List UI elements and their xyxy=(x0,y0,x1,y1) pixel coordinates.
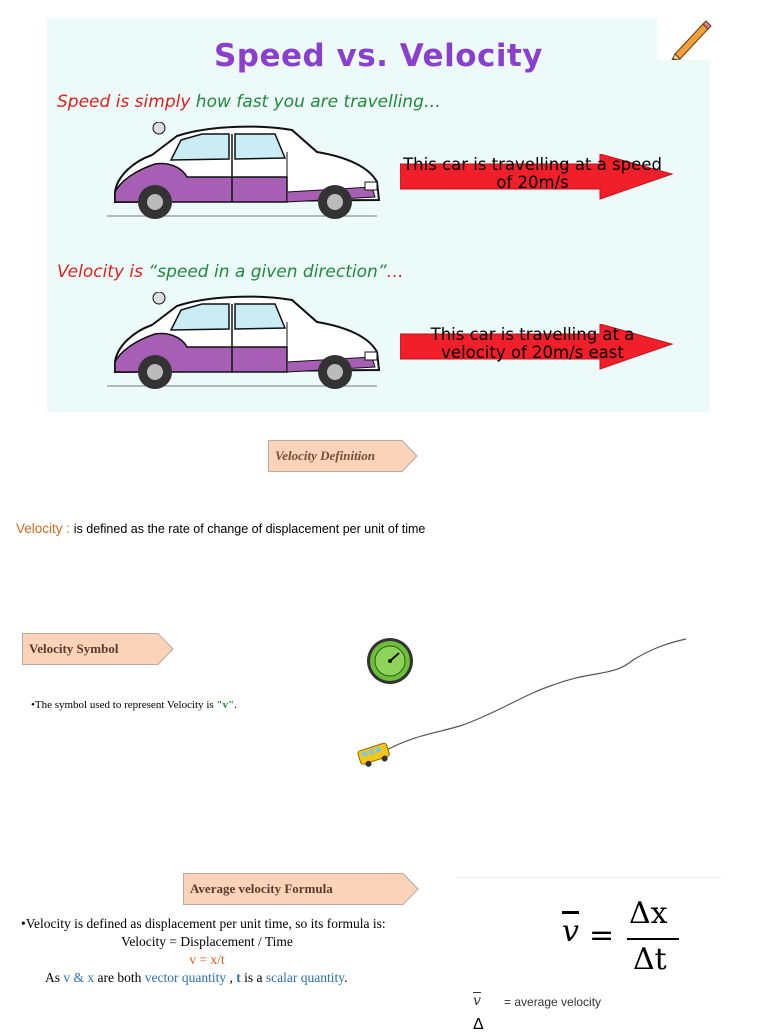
legend-symbol-2: Δ xyxy=(473,1016,484,1033)
average-velocity-formula-tag-label: Average velocity Formula xyxy=(190,881,333,896)
velocity-symbol-tag xyxy=(22,633,174,665)
formula-line-4-a: As xyxy=(45,970,64,985)
arrow-1-text: This car is travelling at a speed of 20m/s xyxy=(403,155,662,192)
formula-line-2: Velocity = Displacement / Time xyxy=(121,934,293,949)
velocity-symbol-tag-label: Velocity Symbol xyxy=(29,641,119,656)
formula-line-4-d: vector quantity xyxy=(144,970,227,985)
velocity-symbol-text xyxy=(31,699,237,711)
velocity-symbol-sentence: •The symbol used to represent Velocity is xyxy=(31,699,217,711)
formula-line-4-e: , xyxy=(226,970,237,985)
red-arrow-1 xyxy=(400,154,670,210)
red-arrow-2 xyxy=(400,324,670,380)
slide-title: Speed vs. Velocity xyxy=(213,38,544,74)
arrow-2-text: This car is travelling at a velocity of 20m/s east xyxy=(430,325,635,362)
velocity-definition xyxy=(16,521,425,536)
equation-numerator: Δx xyxy=(629,896,668,931)
speed-description xyxy=(57,92,441,112)
speedometer-bus-illustration xyxy=(353,615,688,770)
speed-vs-velocity-slide xyxy=(47,18,710,412)
formula-line-4-c: are both xyxy=(94,970,145,985)
speed-description-red: Speed is simply xyxy=(57,92,191,112)
velocity-description-red: Velocity is xyxy=(57,262,149,282)
pencil-icon xyxy=(657,18,717,60)
car-illustration-1 xyxy=(107,122,377,218)
equation-denominator: Δt xyxy=(633,942,667,977)
speed-description-green: how fast you are travelling… xyxy=(190,92,441,112)
average-velocity-equation xyxy=(457,877,722,1033)
legend-text: = average velocity xyxy=(504,995,602,1009)
velocity-definition-label: Velocity : xyxy=(16,521,74,536)
velocity-description-end: … xyxy=(386,262,404,282)
average-velocity-formula-tag xyxy=(183,873,419,905)
velocity-definition-tag-label: Velocity Definition xyxy=(275,448,376,463)
velocity-description xyxy=(57,262,404,282)
car-illustration-2 xyxy=(107,292,377,388)
fraction-bar xyxy=(627,938,679,940)
formula-line-4-g: is a xyxy=(240,970,266,985)
equation-lhs: $\overline{v}$ xyxy=(562,914,579,949)
formula-line-4-b: v & x xyxy=(63,970,95,985)
formula-line-4-i: . xyxy=(344,970,348,985)
velocity-symbol-value: "v" xyxy=(216,699,235,711)
velocity-description-green: “speed in a given direction” xyxy=(148,262,387,282)
formula-line-4-h: scalar quantity xyxy=(265,970,345,985)
equation-equals: = xyxy=(589,918,615,953)
formula-line-3: v = x/t xyxy=(189,952,225,967)
legend-symbol: $\overline{v}$ xyxy=(473,993,481,1009)
velocity-definition-text: is defined as the rate of change of displacement per unit of time xyxy=(73,522,426,536)
formula-explanation xyxy=(21,915,393,987)
formula-line-4 xyxy=(21,969,393,987)
velocity-symbol-end: . xyxy=(234,699,237,711)
velocity-definition-tag xyxy=(268,440,418,472)
formula-line-4-f: t xyxy=(236,970,241,985)
formula-line-1: •Velocity is defined as displacement per unit time, so its formula is: xyxy=(21,916,386,931)
